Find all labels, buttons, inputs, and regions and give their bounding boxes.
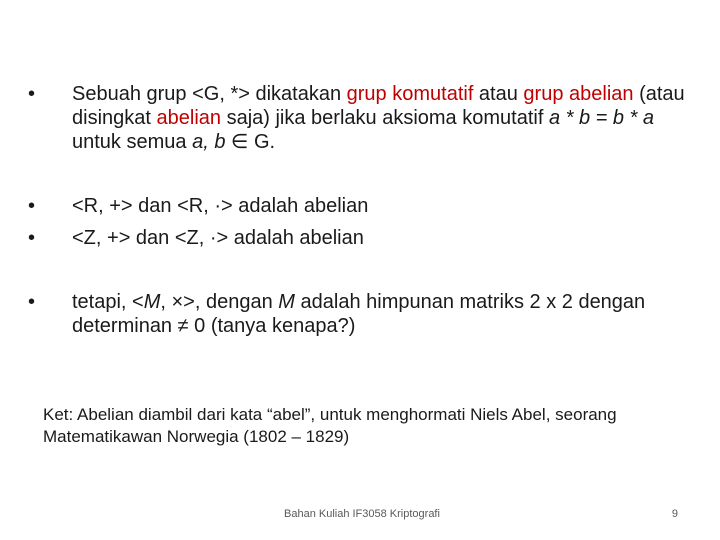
text-segment: tetapi, < [72, 291, 144, 313]
bullet-matrix-counterexample [26, 290, 694, 338]
text-segment: , ×>, dengan [160, 291, 279, 313]
slide-page-number: 9 [671, 508, 678, 520]
text-segment: (atau disingkat [72, 83, 685, 129]
text-segment: untuk semua [72, 131, 193, 153]
slide-footer: Bahan Kuliah IF3058 Kriptografi [284, 508, 440, 520]
math-variables: a, b [192, 131, 226, 153]
bullet-marker: • [28, 83, 36, 105]
text-segment: saja) jika berlaku aksioma komutatif [221, 107, 549, 129]
bullet-example-real [26, 194, 694, 218]
text-segment: atau [473, 83, 524, 105]
bullet-commutative-definition [26, 82, 694, 154]
note-abel-origin: Ket: Abelian diambil dari kata “abel”, untuk menghormati Niels Abel, seorang Matematikawan Norwegia (1802 – 1829) [43, 405, 617, 446]
bullet-example-integer [26, 226, 694, 250]
example-integer-text: <Z, +> dan <Z, ·> adalah abelian [72, 227, 364, 249]
math-symbol-m: M [143, 291, 161, 313]
bullet-marker: • [28, 291, 36, 313]
text-segment: adalah himpunan matriks 2 x 2 dengan determinan ≠ 0 (tanya kenapa?) [72, 291, 646, 337]
term-grup-komutatif: grup komutatif [346, 83, 474, 105]
term-grup-abelian: grup abelian [523, 83, 634, 105]
definition-text [72, 82, 694, 154]
matrix-text [72, 290, 694, 338]
bullet-marker: • [28, 227, 36, 249]
bullet-marker: • [28, 195, 36, 217]
term-abelian: abelian [156, 107, 222, 129]
math-expression: a * b = b * a [548, 107, 655, 129]
math-symbol-m: M [278, 291, 295, 313]
text-segment: Sebuah grup <G, *> dikatakan [72, 83, 347, 105]
text-segment: ∈ G. [225, 131, 276, 153]
example-real-text: <R, +> dan <R, ·> adalah abelian [72, 195, 369, 217]
